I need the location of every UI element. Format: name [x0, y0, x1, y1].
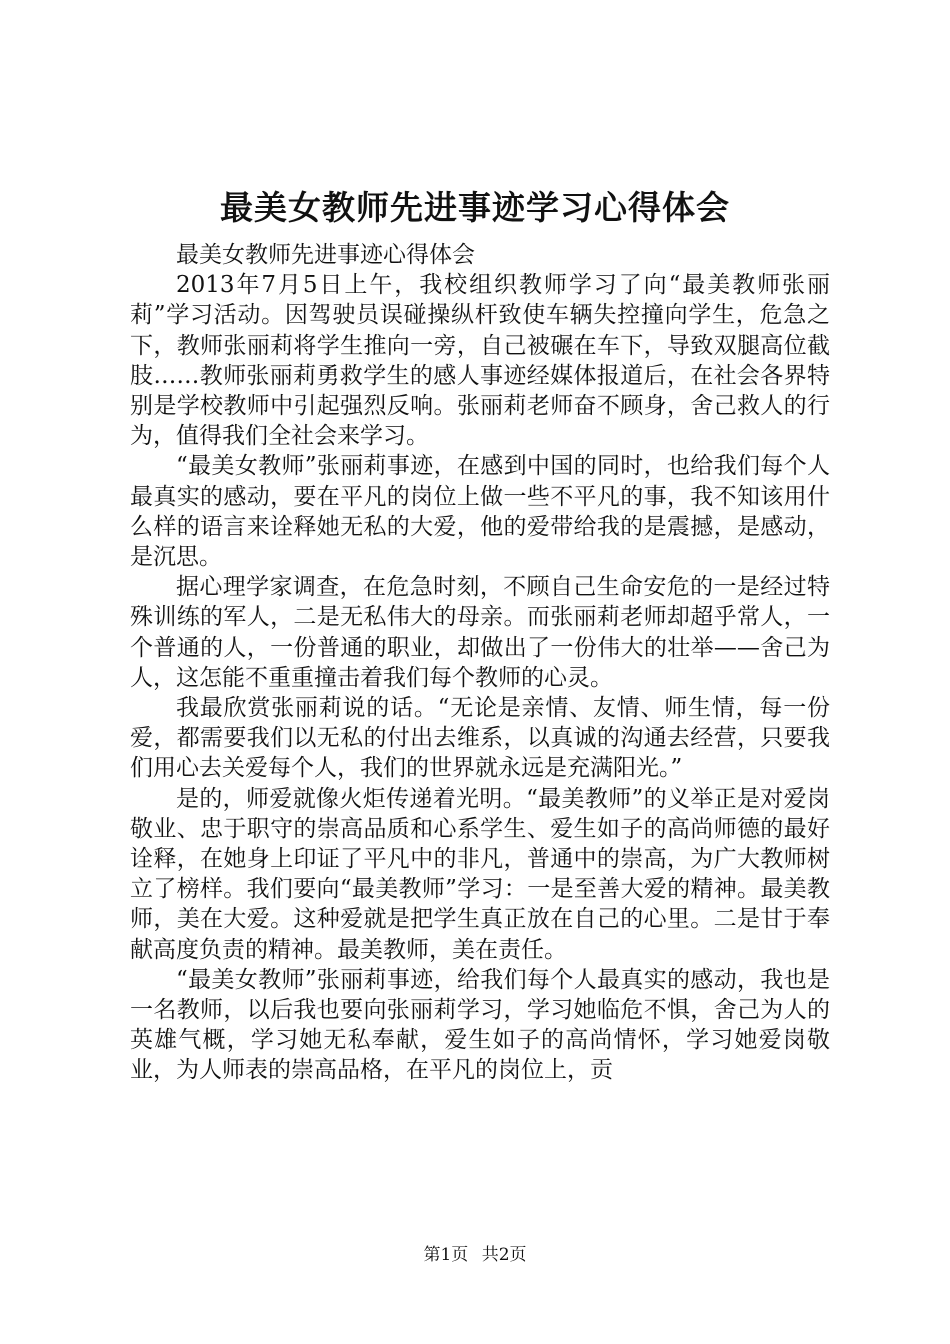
- paragraph: 2013年7月5日上午，我校组织教师学习了向“最美教师张丽莉”学习活动。因驾驶员误碰操纵杆致使车辆失控撞向学生，危急之下，教师张丽莉将学生推向一旁，自己被碾在车下，导致双腿高位截肢……教师张丽莉勇救学生的感人事迹经媒体报道后，在社会各界特别是学校教师中引起强烈反响。张丽莉老师奋不顾身，舍己救人的行为，值得我们全社会来学习。: [130, 272, 830, 450]
- page-footer: [0, 1244, 950, 1266]
- paragraph-subtitle: 最美女教师先进事迹心得体会: [176, 242, 475, 268]
- document-body: [130, 240, 830, 1086]
- paragraph: “最美女教师”张丽莉事迹，在感到中国的同时，也给我们每个人最真实的感动，要在平凡的岗位上做一些不平凡的事，我不知该用什么样的语言来诠释她无私的大爱，他的爱带给我的是震撼，是感动，是沉思。: [130, 453, 830, 571]
- paragraph: 据心理学家调查，在危急时刻，不顾自己生命安危的一是经过特殊训练的军人，二是无私伟大的母亲。而张丽莉老师却超乎常人，一个普通的人，一份普通的职业，却做出了一份伟大的壮举——舍己为人，这怎能不重重撞击着我们每个教师的心灵。: [130, 574, 830, 691]
- document-title: 最美女教师先进事迹学习心得体会: [220, 188, 730, 227]
- page-number-total: 共2页: [481, 1245, 527, 1265]
- paragraph: 我最欣赏张丽莉说的话。“无论是亲情、友情、师生情，每一份爱，都需要我们以无私的付出去维系，以真诚的沟通去经营，只要我们用心去关爱每个人，我们的世界就永远是充满阳光。”: [130, 695, 830, 782]
- page-number-current: 第1页: [423, 1245, 469, 1265]
- paragraph: 是的，师爱就像火炬传递着光明。“最美教师”的义举正是对爱岗敬业、忠于职守的崇高品质和心系学生、爱生如子的高尚师德的最好诠释，在她身上印证了平凡中的非凡，普通中的崇高，为广大教师树立了榜样。我们要向“最美教师”学习：一是至善大爱的精神。最美教师，美在大爱。这种爱就是把学生真正放在自己的心里。二是甘于奉献高度负责的精神。最美教师，美在责任。: [130, 785, 830, 963]
- paragraph: “最美女教师”张丽莉事迹，给我们每个人最真实的感动，我也是一名教师，以后我也要向张丽莉学习，学习她临危不惧，舍己为人的英雄气概，学习她无私奉献，爱生如子的高尚情怀，学习她爱岗敬业，为人师表的崇高品格，在平凡的岗位上，贡: [130, 966, 830, 1084]
